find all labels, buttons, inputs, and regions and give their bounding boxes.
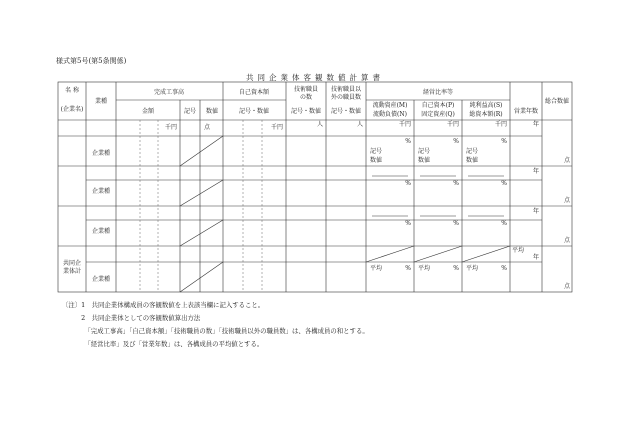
header-industry: 業種	[94, 98, 108, 105]
note-line: 「経営比率」及び「営業年数」は、各構成員の平均値とする。	[62, 340, 264, 348]
note-line: 2 共同企業体としての客観数値算出方法	[62, 314, 201, 322]
label-symbol: 記号	[370, 148, 383, 155]
header-value: 数値	[205, 108, 219, 115]
label-symbol: 記号	[466, 148, 479, 155]
header-years: 営業年数	[513, 108, 539, 115]
label-average: 平均	[466, 265, 479, 272]
unit-points: 点	[563, 157, 570, 164]
header-construction-total: 完成工事高	[153, 89, 185, 96]
header-company-name: (企業名)	[60, 106, 84, 113]
unit-persons: 人	[316, 121, 323, 128]
header-ratio-profit-den: 総資本額(R)	[469, 111, 503, 118]
unit-percent: %	[405, 265, 411, 272]
note-line: 「完成工事高」「自己資本額」「技術職員の数」「技術職員以外の職員数」は、各構成員の和とする。	[62, 327, 369, 335]
label-average: 平均	[418, 265, 431, 272]
unit-percent: %	[501, 180, 507, 187]
label-value: 数値	[370, 157, 383, 164]
row-industry-label: 企業種	[92, 188, 111, 195]
unit-percent: %	[501, 220, 507, 227]
unit-percent: %	[453, 265, 459, 272]
unit-points: 点	[563, 283, 570, 290]
header-amount: 金額	[141, 108, 155, 115]
unit-points: 点	[204, 124, 211, 131]
unit-percent: %	[405, 138, 411, 145]
header-tech-staff-2: の数	[299, 94, 313, 101]
unit-points: 点	[563, 197, 570, 204]
header-symbol: 記号	[183, 108, 197, 115]
header-equity-symbol-value: 記号・数値	[238, 108, 270, 115]
header-ratio-profit: 純利益高(S)	[469, 102, 503, 109]
unit-year: 年	[532, 254, 539, 261]
unit-thousand-yen: 千円	[398, 121, 411, 128]
header-ratio-current: 流動資産(M)	[372, 102, 408, 109]
unit-thousand-yen: 千円	[164, 124, 177, 131]
unit-year: 年	[532, 168, 539, 175]
unit-thousand-yen: 千円	[494, 121, 507, 128]
header-ratio-equity: 自己資本(P)	[421, 102, 455, 109]
unit-percent: %	[501, 138, 507, 145]
note-line: 〔注〕1 共同企業体構成員の客観数値を上表該当欄に記入すること。	[62, 301, 265, 309]
header-name: 名 称	[65, 87, 79, 94]
unit-thousand-yen: 千円	[270, 124, 283, 131]
unit-year: 年	[532, 121, 539, 128]
unit-percent: %	[405, 180, 411, 187]
header-ratio-equity-den: 固定資産(Q)	[421, 111, 455, 118]
header-other-staff-2: 外の職員数	[330, 94, 362, 101]
header-other-staff: 技術職員以	[330, 86, 362, 93]
unit-percent: %	[405, 220, 411, 227]
unit-thousand-yen: 千円	[446, 121, 459, 128]
unit-percent: %	[501, 265, 507, 272]
unit-persons: 人	[356, 121, 363, 128]
header-tech-symbol-value: 記号・数値	[290, 108, 322, 115]
row-industry-label: 企業種	[92, 150, 111, 157]
label-value: 数値	[418, 157, 431, 164]
row-industry-label: 企業種	[92, 276, 111, 283]
header-ratio-current-den: 流動負債(N)	[373, 111, 407, 118]
unit-year: 年	[532, 208, 539, 215]
header-other-symbol-value: 記号・数値	[330, 108, 362, 115]
label-value: 数値	[466, 157, 479, 164]
joint-label-line2: 業体計	[62, 268, 82, 275]
unit-points: 点	[563, 237, 570, 244]
header-ratio: 経営比率等	[422, 89, 454, 96]
joint-label-line1: 共同企	[62, 260, 82, 267]
label-average: 平均	[512, 247, 525, 254]
header-equity: 自己資本額	[238, 89, 270, 96]
header-total: 総合数値	[544, 98, 570, 105]
header-tech-staff: 技術職員	[293, 86, 319, 93]
row-industry-label: 企業種	[92, 228, 111, 235]
notes	[62, 299, 369, 351]
form-number: 様式第5号(第5条関係)	[56, 57, 127, 65]
page-title: 共同企業体客観数値計算書	[246, 73, 384, 82]
label-average: 平均	[370, 265, 383, 272]
unit-percent: %	[453, 180, 459, 187]
label-symbol: 記号	[418, 148, 431, 155]
unit-percent: %	[453, 220, 459, 227]
unit-percent: %	[453, 138, 459, 145]
